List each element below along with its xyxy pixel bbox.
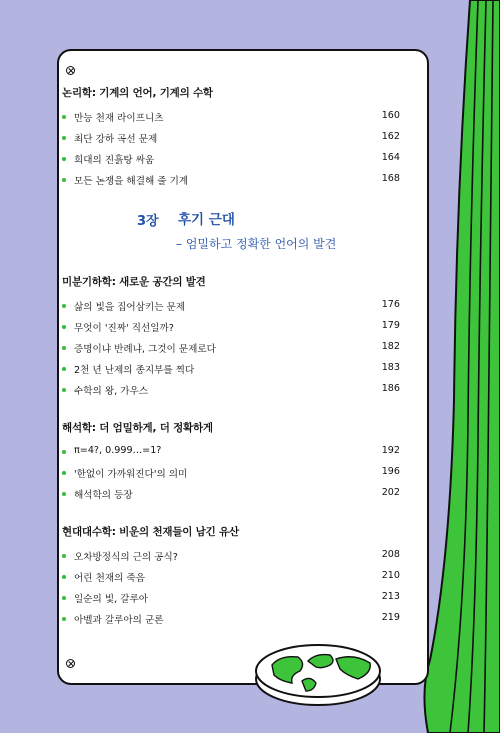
- bullet-icon: [62, 157, 66, 161]
- section-title: 해석학: 더 엄밀하게, 더 정확하게: [62, 422, 213, 434]
- toc-item-page: 213: [381, 591, 400, 602]
- bullet-icon: [62, 450, 66, 454]
- toc-item-page: 183: [381, 362, 400, 373]
- bullet-icon: [62, 136, 66, 140]
- toc-item[interactable]: [62, 445, 400, 459]
- toc-item[interactable]: [62, 591, 400, 605]
- toc-item-text: 무엇이 '진짜' 직선일까?: [74, 323, 174, 334]
- bullet-icon: [62, 575, 66, 579]
- toc-item-text: 증명이냐 반례냐, 그것이 문제로다: [74, 344, 216, 355]
- toc-item-page: 160: [381, 110, 400, 121]
- toc-item[interactable]: [62, 549, 400, 563]
- chapter-number: 3장: [137, 214, 159, 229]
- toc-item-text: 해석학의 등장: [74, 490, 133, 501]
- bullet-icon: [62, 617, 66, 621]
- bullet-icon: [62, 554, 66, 558]
- bullet-icon: [62, 388, 66, 392]
- toc-item-text: 희대의 진흙탕 싸움: [74, 155, 155, 166]
- toc-item[interactable]: [62, 299, 400, 313]
- bullet-icon: [62, 178, 66, 182]
- toc-item[interactable]: [62, 152, 400, 166]
- toc-item-text: 수학의 왕, 가우스: [74, 386, 149, 397]
- toc-item-text: 아벨과 갈루아의 군론: [74, 615, 164, 626]
- bullet-icon: [62, 471, 66, 475]
- toc-item-text: 최단 강하 곡선 문제: [74, 134, 158, 145]
- toc-item-text: 어린 천재의 죽음: [74, 573, 145, 584]
- toc-item[interactable]: [62, 570, 400, 584]
- section-title: 현대대수학: 비운의 천재들이 남긴 유산: [62, 526, 239, 538]
- toc-item-page: 164: [381, 152, 400, 163]
- toc-item-page: 219: [381, 612, 400, 623]
- bullet-icon: [62, 492, 66, 496]
- toc-item-page: 186: [381, 383, 400, 394]
- toc-item-page: 162: [381, 131, 400, 142]
- toc-item-page: 208: [381, 549, 400, 560]
- toc-item-page: 210: [381, 570, 400, 581]
- toc-item[interactable]: [62, 487, 400, 501]
- toc-item[interactable]: [62, 320, 400, 334]
- toc-item-page: 202: [381, 487, 400, 498]
- bullet-icon: [62, 346, 66, 350]
- toc-item-page: 196: [381, 466, 400, 477]
- toc-item-text: 삶의 빛을 집어삼키는 문제: [74, 302, 186, 313]
- toc-item-page: 176: [381, 299, 400, 310]
- toc-item[interactable]: [62, 110, 400, 124]
- toc-item-text: 만능 천재 라이프니츠: [74, 113, 164, 124]
- toc-item-page: 179: [381, 320, 400, 331]
- toc-item[interactable]: [62, 131, 400, 145]
- chapter-subtitle: – 엄밀하고 정확한 언어의 발견: [176, 237, 337, 251]
- toc-item[interactable]: [62, 341, 400, 355]
- toc-item[interactable]: [62, 173, 400, 187]
- bullet-icon: [62, 367, 66, 371]
- bullet-icon: [62, 304, 66, 308]
- toc-item-text: 2천 년 난제의 종지부를 찍다: [74, 365, 195, 376]
- section-title: 논리학: 기계의 언어, 기계의 수학: [62, 87, 213, 99]
- toc-item-page: 168: [381, 173, 400, 184]
- toc-item-text: '한없이 가까워진다'의 의미: [74, 469, 188, 480]
- screw-icon: [66, 66, 75, 75]
- toc-item[interactable]: [62, 612, 400, 626]
- toc-item[interactable]: [62, 383, 400, 397]
- toc-item-text: 오차방정식의 근의 공식?: [74, 552, 178, 563]
- section-title: 미분기하학: 새로운 공간의 발견: [62, 276, 206, 288]
- bullet-icon: [62, 115, 66, 119]
- toc-item-text: π=4?, 0.999…=1?: [74, 445, 162, 456]
- toc-item-page: 192: [381, 445, 400, 456]
- bullet-icon: [62, 325, 66, 329]
- globe-illustration: [250, 635, 390, 710]
- toc-item-text: 일순의 빛, 갈루아: [74, 594, 149, 605]
- toc-item[interactable]: [62, 362, 400, 376]
- toc-item[interactable]: [62, 466, 400, 480]
- screw-icon: [66, 659, 75, 668]
- toc-item-text: 모든 논쟁을 해결해 줄 기계: [74, 176, 189, 187]
- chapter-title: 후기 근대: [178, 212, 235, 228]
- bullet-icon: [62, 596, 66, 600]
- toc-item-page: 182: [381, 341, 400, 352]
